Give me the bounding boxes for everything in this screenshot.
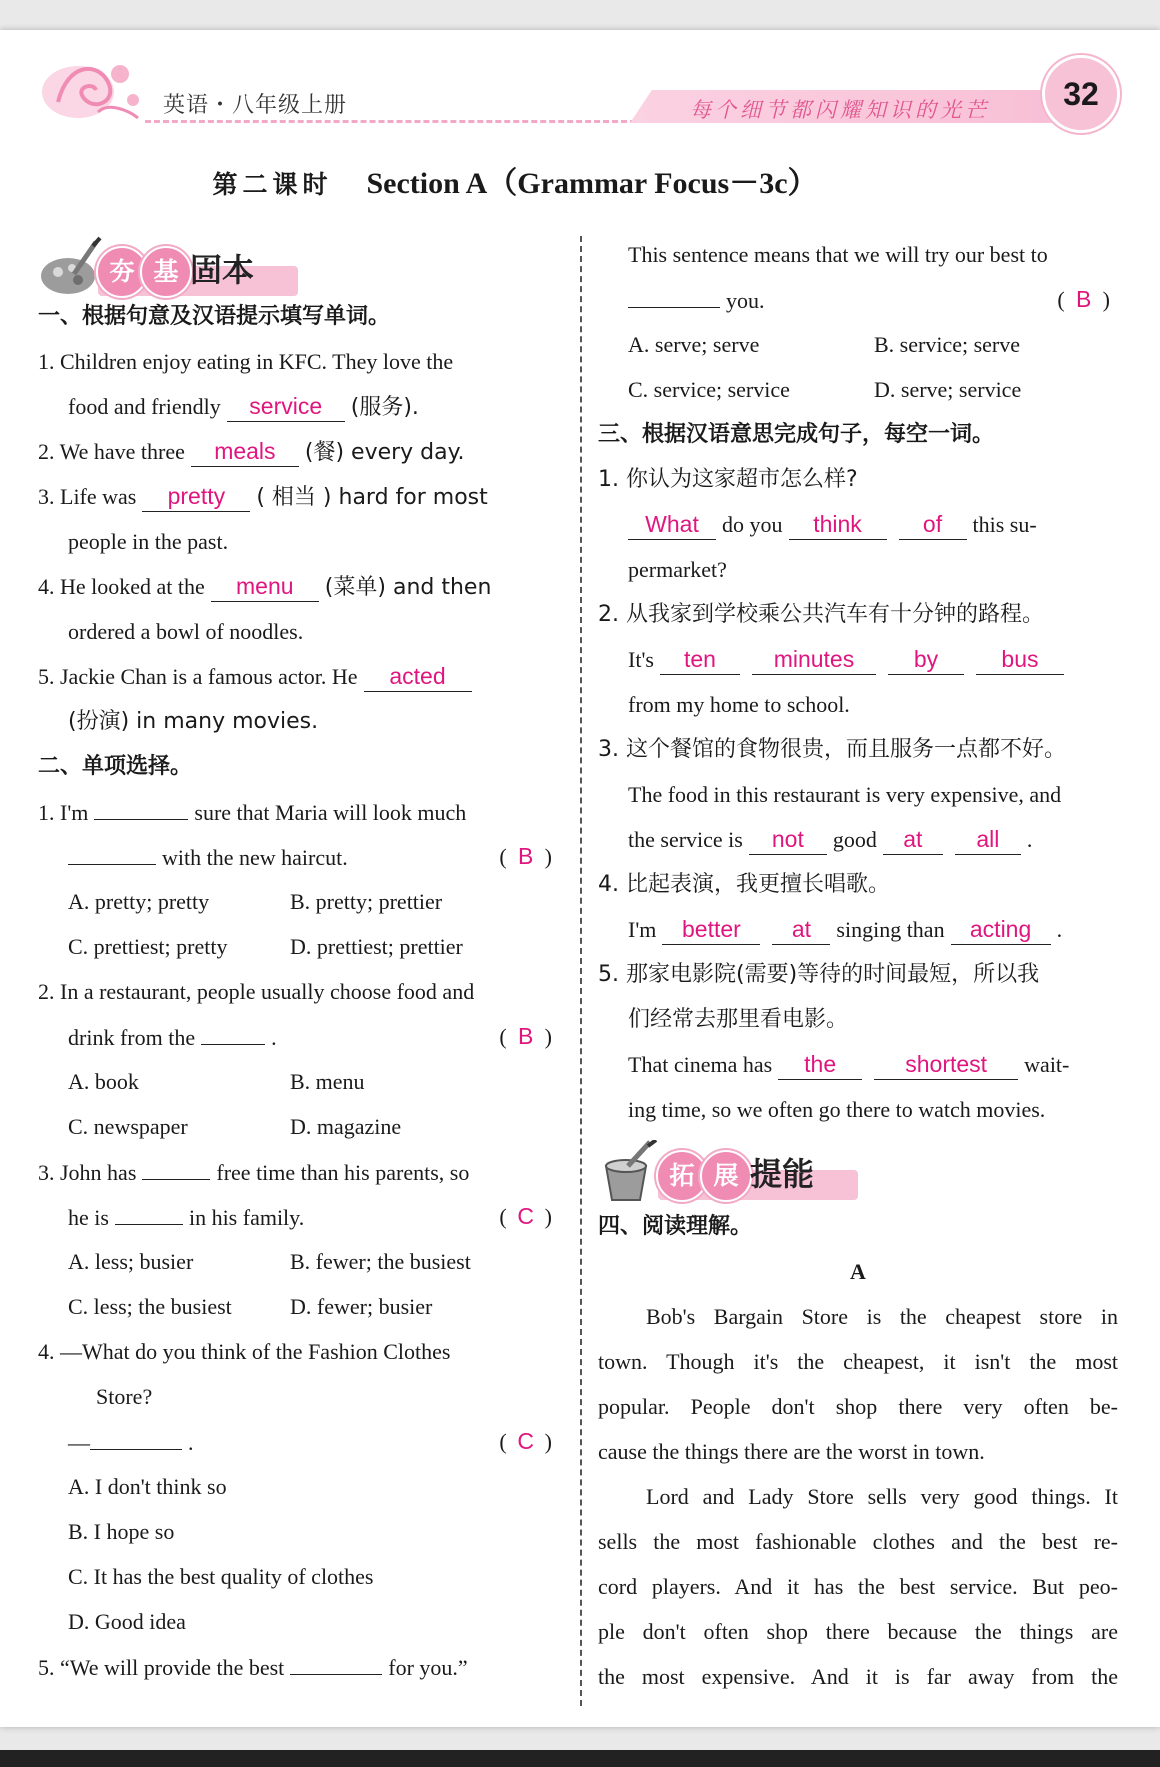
question-line: 2. We have three meals (餐) every day. xyxy=(38,438,465,465)
answer-blank: better xyxy=(662,914,760,945)
question-line: It's ten minutes by bus xyxy=(598,637,1118,682)
option-row: C. service; service D. serve; service xyxy=(628,377,1022,402)
answer-blank xyxy=(142,1149,210,1180)
answer-blank: all xyxy=(955,824,1021,855)
answer-blank xyxy=(628,277,720,308)
option-row: B. I hope so xyxy=(68,1519,175,1544)
passage-line: cause the things there are the worst in town. xyxy=(598,1439,985,1464)
question-line: 们经常去那里看电影。 xyxy=(628,1007,849,1032)
answer-blank: at xyxy=(883,824,943,855)
question-line: ing time, so we often go there to watch movies. xyxy=(628,1097,1046,1122)
option-row: C. prettiest; pretty D. prettiest; prettier xyxy=(68,934,463,959)
lesson-title-en: Section A（Grammar Focus－3c） xyxy=(366,167,818,200)
passage-line: popular. People don't shop there very often be- xyxy=(598,1394,1118,1419)
option-row: A. less; busier B. fewer; the busiest xyxy=(68,1249,471,1274)
left-column xyxy=(38,232,560,1689)
paint-bucket-icon xyxy=(598,1140,662,1204)
question-line: That cinema has the shortest wait- xyxy=(598,1042,1118,1087)
banner-pill: 夯 xyxy=(96,246,148,298)
option-row: A. pretty; pretty B. pretty; prettier xyxy=(68,889,443,914)
passage-line: ple don't often shop there because the things are xyxy=(598,1619,1118,1644)
answer-choice: ( B ) xyxy=(1057,286,1110,312)
answer-blank: shortest xyxy=(874,1049,1018,1080)
answer-blank xyxy=(90,1419,182,1450)
option-row: D. Good idea xyxy=(68,1609,186,1634)
question-line: he is in his family. ( C ) xyxy=(38,1194,560,1239)
right-column xyxy=(598,232,1118,1699)
question-line: — . ( C ) xyxy=(38,1419,560,1464)
answer-blank xyxy=(290,1644,382,1675)
question-line: 3. 这个餐馆的食物很贵，而且服务一点都不好。 xyxy=(598,737,1066,762)
question-line: 3. Life was pretty ( 相当 ) hard for most xyxy=(38,483,488,510)
question-line: This sentence means that we will try our best to xyxy=(628,242,1048,267)
answer-choice: ( B ) xyxy=(499,843,552,869)
palette-brush-icon xyxy=(38,236,102,300)
passage-line: town. Though it's the cheapest, it isn't the most xyxy=(598,1349,1118,1374)
banner-pill: 拓 xyxy=(656,1150,708,1202)
question-line: 5. “We will provide the best for you.” xyxy=(38,1644,560,1689)
question-line: (扮演) in many movies. xyxy=(68,709,319,734)
question-line: ordered a bowl of noodles. xyxy=(68,619,304,644)
option-row: C. It has the best quality of clothes xyxy=(68,1564,374,1589)
question-line: What do you think of this su- xyxy=(598,502,1118,547)
part4-heading: 四、阅读理解。 xyxy=(598,1214,753,1239)
passage-line: cord players. And it has the best service. But peo- xyxy=(598,1574,1118,1599)
question-line: you. ( B ) xyxy=(598,277,1118,322)
answer-blank xyxy=(201,1014,265,1045)
banner-pill: 基 xyxy=(140,246,192,298)
page-number: 32 xyxy=(1042,55,1120,133)
answer-blank: acted xyxy=(364,661,472,692)
question-line: I'm better at singing than acting . xyxy=(598,907,1118,952)
option-row: A. serve; serve B. service; serve xyxy=(628,332,1020,357)
passage-line: sells the most fashionable clothes and the best re- xyxy=(598,1529,1118,1554)
answer-choice: ( C ) xyxy=(499,1428,552,1454)
question-line: 5. Jackie Chan is a famous actor. He acted xyxy=(38,654,560,699)
banner-text: 固本 xyxy=(190,251,255,289)
answer-blank: ten xyxy=(660,644,740,675)
answer-blank xyxy=(94,789,188,820)
answer-blank: menu xyxy=(211,571,319,602)
question-line: 5. 那家电影院(需要)等待的时间最短，所以我 xyxy=(598,962,1040,987)
question-line: 2. 从我家到学校乘公共汽车有十分钟的路程。 xyxy=(598,602,1044,627)
question-line: 1. I'm sure that Maria will look much xyxy=(38,789,560,834)
question-line: food and friendly service (服务). xyxy=(68,393,419,420)
option-row: A. book B. menu xyxy=(68,1069,365,1094)
passage-line: the most expensive. And it is far away from the xyxy=(598,1664,1118,1689)
part1-heading: 一、根据句意及汉语提示填写单词。 xyxy=(38,304,391,329)
book-title: 英语・八年级上册 xyxy=(163,93,348,118)
answer-blank: by xyxy=(888,644,964,675)
option-row: C. newspaper D. magazine xyxy=(68,1114,402,1139)
banner-text: 提能 xyxy=(750,1155,815,1193)
answer-blank xyxy=(115,1194,183,1225)
question-line: from my home to school. xyxy=(628,692,850,717)
section-banner-extension xyxy=(598,1136,1118,1214)
header-motto: 每个细节都闪耀知识的光芒 xyxy=(690,98,990,122)
lesson-title xyxy=(0,158,1030,202)
question-line: 4. 比起表演，我更擅长唱歌。 xyxy=(598,872,890,897)
question-line: with the new haircut. ( B ) xyxy=(38,834,560,879)
question-line: 3. John has free time than his parents, so xyxy=(38,1149,560,1194)
question-line: people in the past. xyxy=(68,529,229,554)
passage-label: A xyxy=(850,1259,866,1284)
option-row: A. I don't think so xyxy=(68,1474,227,1499)
bottom-bar xyxy=(0,1750,1160,1767)
lesson-title-cn: 第二课时 xyxy=(212,170,333,199)
answer-blank: acting xyxy=(951,914,1051,945)
answer-blank: minutes xyxy=(752,644,876,675)
answer-blank: What xyxy=(628,509,716,540)
question-line: drink from the . ( B ) xyxy=(38,1014,560,1059)
passage-line: Lord and Lady Store sells very good things. It xyxy=(646,1484,1118,1509)
answer-blank: of xyxy=(899,509,967,540)
answer-blank: pretty xyxy=(142,481,250,512)
header-divider xyxy=(145,120,645,123)
answer-blank: not xyxy=(749,824,827,855)
answer-choice: ( C ) xyxy=(499,1203,552,1229)
question-line: permarket? xyxy=(628,557,727,582)
passage-line: Bob's Bargain Store is the cheapest store in xyxy=(646,1304,1118,1329)
answer-blank: at xyxy=(772,914,830,945)
answer-blank xyxy=(68,834,156,865)
question-line: 2. In a restaurant, people usually choose food and xyxy=(38,979,475,1004)
question-line: 4. —What do you think of the Fashion Clothes xyxy=(38,1339,451,1364)
part3-heading: 三、根据汉语意思完成句子，每空一词。 xyxy=(598,422,995,447)
question-line: 1. Children enjoy eating in KFC. They love the xyxy=(38,349,454,374)
question-line: the service is not good at all . xyxy=(598,817,1118,862)
question-line: The food in this restaurant is very expensive, and xyxy=(628,782,1062,807)
answer-choice: ( B ) xyxy=(499,1023,552,1049)
floral-ornament-icon xyxy=(38,52,148,124)
question-line: 1. 你认为这家超市怎么样? xyxy=(598,467,858,492)
answer-blank: the xyxy=(778,1049,862,1080)
banner-pill: 展 xyxy=(700,1150,752,1202)
answer-blank: bus xyxy=(976,644,1064,675)
part2-heading: 二、单项选择。 xyxy=(38,754,193,779)
question-line: 4. He looked at the menu (菜单) and then xyxy=(38,573,492,600)
answer-blank: service xyxy=(227,391,345,422)
answer-blank: think xyxy=(789,509,887,540)
answer-blank: meals xyxy=(191,436,299,467)
column-divider xyxy=(580,236,582,1706)
option-row: C. less; the busiest D. fewer; busier xyxy=(68,1294,433,1319)
question-line: Store? xyxy=(96,1384,153,1409)
